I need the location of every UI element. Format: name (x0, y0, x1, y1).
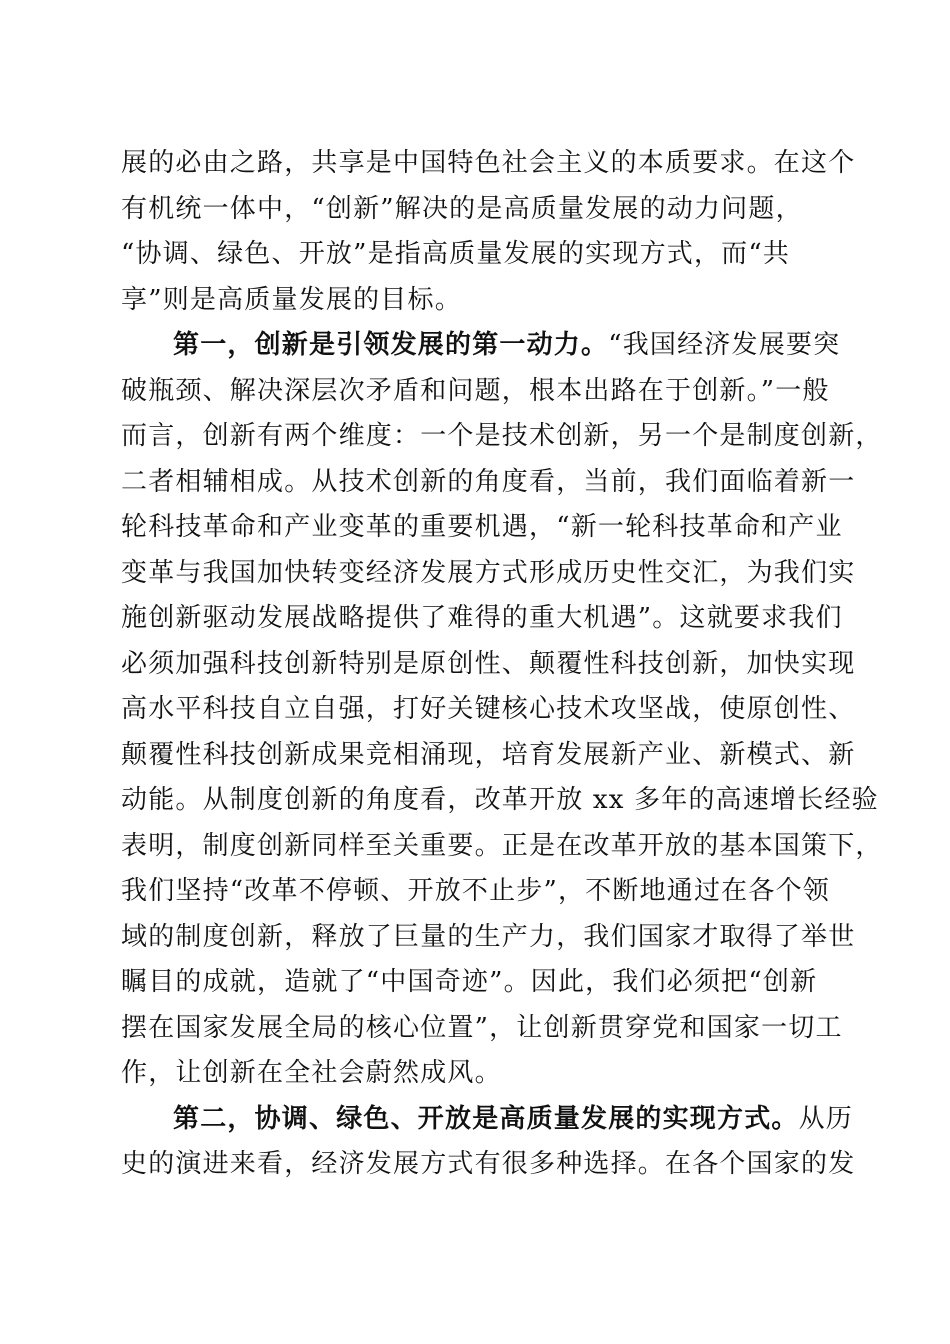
text-line: 变革与我国加快转变经济发展方式形成历史性交汇，为我们实 (121, 557, 856, 588)
paragraph-second (121, 1097, 856, 1188)
text-line (121, 1097, 854, 1143)
text-line: 享”则是高质量发展的目标。 (121, 284, 462, 315)
text-line: 必须加强科技创新特别是原创性、颠覆性科技创新，加快实现 (121, 648, 856, 679)
text-line: 我们坚持“改革不停顿、开放不止步”，不断地通过在各个领 (121, 876, 830, 906)
text-line: 表明，制度创新同样至关重要。正是在改革开放的基本国策下， (121, 830, 883, 861)
text-line: 动能。从制度创新的角度看，改革开放 xx 多年的高速增长经验 (121, 785, 879, 815)
text-line: 展的必由之路，共享是中国特色社会主义的本质要求。在这个 (121, 148, 856, 178)
body-text (121, 141, 883, 1188)
text-line: 作，让创新在全社会蔚然成风。 (121, 1058, 502, 1088)
text-line: 颠覆性科技创新成果竞相涌现，培育发展新产业、新模式、新 (121, 739, 856, 770)
section-heading-second: 第二，协调、绿色、开放是高质量发展的实现方式。 (173, 1103, 799, 1134)
text-fragment: “我国经济发展要突 (608, 330, 841, 360)
paragraph-first (121, 323, 883, 1097)
text-line: 施创新驱动发展战略提供了难得的重大机遇”。这就要求我们 (121, 603, 843, 633)
text-line: “协调、绿色、开放”是指高质量发展的实现方式，而“共 (121, 239, 791, 269)
text-line: 瞩目的成就，造就了“中国奇迹”。因此，我们必须把“创新 (121, 967, 818, 997)
text-line: 高水平科技自立自强，打好关键核心技术攻坚战，使原创性、 (121, 694, 856, 724)
text-line: 而言，创新有两个维度：一个是技术创新，另一个是制度创新， (121, 421, 883, 451)
text-line: 史的演进来看，经济发展方式有很多种选择。在各个国家的发 (121, 1149, 856, 1179)
text-line (121, 323, 841, 369)
paragraph-intro (121, 141, 856, 323)
text-line: 轮科技革命和产业变革的重要机遇，“新一轮科技革命和产业 (121, 512, 843, 542)
text-fragment: 从历 (798, 1103, 854, 1134)
text-line: 有机统一体中，“创新”解决的是高质量发展的动力问题， (121, 193, 803, 224)
text-line: 破瓶颈、解决深层次矛盾和问题，根本出路在于创新。”一般 (121, 375, 830, 406)
section-heading-first: 第一，创新是引领发展的第一动力。 (173, 330, 609, 360)
text-line: 摆在国家发展全局的核心位置”，让创新贯穿党和国家一切工 (121, 1012, 843, 1043)
text-line: 二者相辅相成。从技术创新的角度看，当前，我们面临着新一 (121, 466, 856, 497)
text-line: 域的制度创新，释放了巨量的生产力，我们国家才取得了举世 (121, 921, 856, 952)
